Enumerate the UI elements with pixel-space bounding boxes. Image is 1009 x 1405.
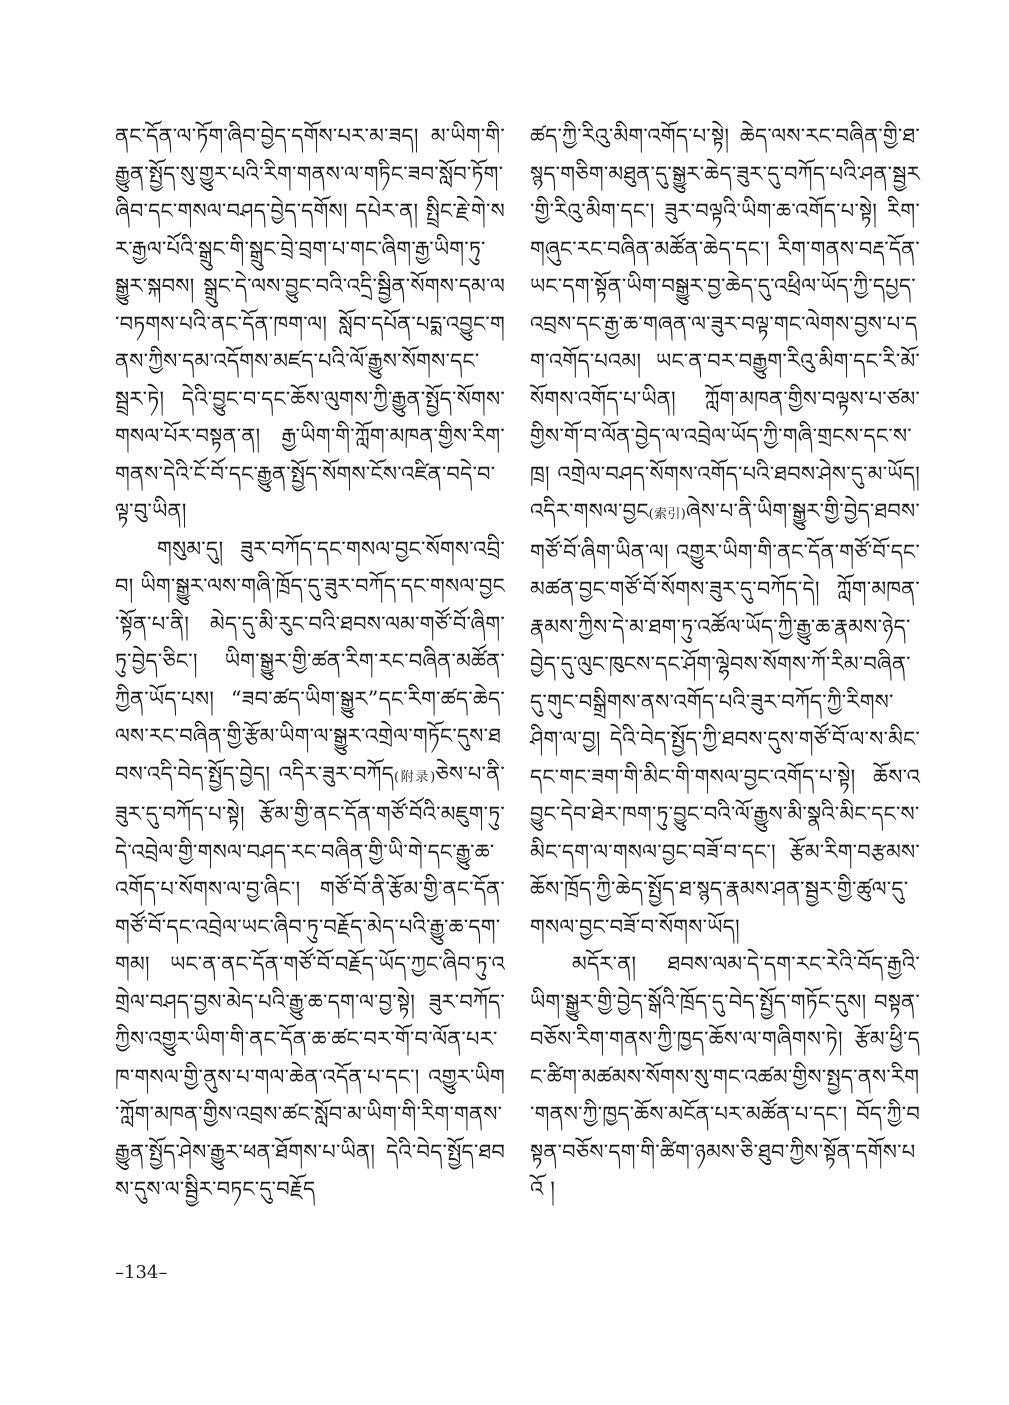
paragraph [530, 118, 920, 946]
paragraph-text: ཚད་ཀྱི་རིའུ་མིག་འགོད་པ་སྟེ། ཆེད་ལས་རང་བཞིན་གྱི་ཐ་སྙད་གཅིག་མཐུན་དུ་སྒྱུར་ཆེད་ཟུར་དུ་བཀོད་པའི་ཤན་སྦྱར་གྱི་རིའུ་མིག་དང་། ཟུར་བལྟའི་ཡིག་ཆ་འགོད་པ་སྟེ། རིག་གཞུང་རང་བཞིན་མཚོན་ཆེད་དང་། རིག་གནས་བརྡ་དོན་ཡང་དག་སྟོན་ཡིག་བསྒྱུར་བྱ་ཆེད་དུ་འཕྲིལ་ཡོད་ཀྱི་དཔྱད་འབྲས་དང་རྒྱ་ཆ་གཞན་ལ་ཟུར་བལྟ་གང་ལེགས་བྱས་པ་དག་འགོད་པའམ། ཡང་ན་བར་བརྒྱུག་རིའུ་མིག་དང་རི་མོ་སོགས་འགོད་པ་ཡིན། ཀློག་མཁན་གྱིས་བལྟས་པ་ཙམ་གྱིས་གོ་བ་ལོན་བྱེད་ལ་འབྲེལ་ཡོད་ཀྱི་གཞི་གྲངས་དང་ས་ཁྲ། འགྲེལ་བཤད་སོགས་འགོད་པའི་ཐབས་ཤེས་དུ་མ་ཡོད། འདིར་གསལ་བྱང [530, 124, 920, 523]
paragraph-text: ཅེས་པ་ནི་ཟུར་དུ་བཀོད་པ་སྟེ། རྩོམ་གྱི་ནང་དོན་གཙོ་བོའི་མཇུག་ཏུ་དེ་འབྲེལ་གྱི་གསལ་བཤད་རང་བཞིན་གྱི་ཡི་གེ་དང་རྒྱུ་ཆ་འགོད་པ་སོགས་ལ་བྱ་ཞིང་། གཙོ་བོ་ནི་རྩོམ་གྱི་ནང་དོན་གཙོ་བོ་དང་འབྲེལ་ཡང་ཞིབ་ཏུ་བརྗོད་མེད་པའི་རྒྱུ་ཆ་དག་གམ། ཡང་ན་ནང་དོན་གཙོ་བོ་བརྗོད་ཡོད་ཀྱང་ཞིབ་ཏུ་འགྲེལ་བཤད་བྱས་མེད་པའི་རྒྱུ་ཆ་དག་ལ་བྱ་སྟེ། ཟུར་བཀོད་ཀྱིས་འགྱུར་ཡིག་གི་ནང་དོན་ཆ་ཚང་བར་གོ་བ་ལོན་པར་ཁ་གསལ་གྱི་ནུས་པ་གལ་ཆེན་འདོན་པ་དང་། འགྱུར་ཡིག་ཀློག་མཁན་གྱིས་འབྲས་ཚང་སློབ་མ་ཡིག་གི་རིག་གནས་རྒྱུན་སྤྱོད་ཤེས་རྒྱུར་ཕན་ཐོགས་པ་ཡིན། དེའི་བེད་སྤྱོད་ཐབས་དུས་ལ་སྦྱིར་བཏང་དུ་བརྗོད [115, 761, 505, 1201]
paragraph-text: ཞེས་པ་ནི་ཡིག་སྒྱུར་གྱི་བྱེད་ཐབས་གཙོ་བོ་ཞིག་ཡིན་ལ། འགྱུར་ཡིག་གི་ནང་དོན་གཙོ་བོ་དང་མཚན་བྱང་གཙོ་བོ་སོགས་ཟུར་དུ་བཀོད་དེ། ཀློག་མཁན་རྣམས་ཀྱིས་དེ་མ་ཐག་ཏུ་འཚོལ་ཡོད་ཀྱི་རྒྱུ་ཆ་རྣམས་ཉེད་བྱེད་དུ་ལུང་ཁུངས་དང་ཤོག་ལྷེབས་སོགས་ཀོ་རིམ་བཞིན་དུ་གུང་བསྒྲིགས་ནས་འགོད་པའི་ཟུར་བཀོད་ཀྱི་རིགས་ཤིག་ལ་བྱ། དེའི་བེད་སྤྱོད་ཀྱི་ཐབས་དུས་གཙོ་བོ་ལ་ས་མིང་དང་གང་ཟག་གི་མིང་གི་གསལ་བྱང་འགོད་པ་སྟེ། ཆོས་འབྱུང་དེབ་ཐེར་ཁག་ཏུ་བྱུང་བའི་ལོ་རྒྱུས་མི་སྣའི་མིང་དང་ས་མིང་དག་ལ་གསལ་བྱང་བཟོ་བ་དང་། རྩོམ་རིག་བརྩམས་ཆོས་ཁྲོད་ཀྱི་ཆེད་སྤྱོད་ཐ་སྙད་རྣམས་ཤན་སྦྱར་གྱི་ཚུལ་དུ་གསལ་བྱང་བཟོ་བ་སོགས་ཡོད། [530, 499, 920, 939]
paragraph [530, 946, 920, 1209]
left-text-column [115, 118, 505, 1209]
right-text-column [530, 118, 920, 1209]
page-number: –134– [115, 1262, 168, 1283]
chinese-annotation: (索引) [648, 507, 686, 522]
paragraph [115, 531, 505, 1209]
paragraph-text: གསུམ་དུ། ཟུར་བཀོད་དང་གསལ་བྱང་སོགས་འབྲི་བ། ཡིག་སྒྱུར་ལས་གཞི་ཁྲོད་དུ་ཟུར་བཀོད་དང་གསལ་བྱང་སྟོན་པ་ནི། མེད་དུ་མི་རུང་བའི་ཐབས་ལམ་གཙོ་བོ་ཞིག་ཏུ་བྱེད་ཅིང་། ཡིག་སྒྱུར་གྱི་ཚན་རིག་རང་བཞིན་མཚོན་ཀྱིན་ཡོད་པས། “ཟབ་ཚད་ཡིག་སྒྱུར”དང་རིག་ཚད་ཆེད་ལས་རང་བཞིན་གྱི་རྩོམ་ཡིག་ལ་སྒྱུར་འགྲེལ་གཏོང་དུས་ཐབས་འདི་བེད་སྤྱོད་བྱེད། འདིར་ཟུར་བཀོད [115, 536, 505, 786]
paragraph-text: ནང་དོན་ལ་ཏོག་ཞིབ་བྱེད་དགོས་པར་མ་ཟད། མ་ཡིག་གི་རྒྱུན་སྤྱོད་སུ་གྱུར་པའི་རིག་གནས་ལ་གཏིང་ཟབ་སློབ་ཏོག་ཞིབ་དང་གསལ་བཤད་བྱེད་དགོས། དཔེར་ན། སྤྲིང་རྗེ་གེ་སར་རྒྱལ་པོའི་སྒྲུང་གི་སྒྲུང་བྲེ་བྲག་པ་གང་ཞིག་རྒྱ་ཡིག་ཏུ་སྒྱུར་སྐབས། སྒྲུང་དེ་ལས་བྱུང་བའི་འདྲི་སྦྱིན་སོགས་དམ་ལ་བཏགས་པའི་ནང་དོན་ཁག་ལ། སློབ་དཔོན་པདྨ་འབྱུང་གནས་ཀྱིས་དམ་འདོགས་མཛད་པའི་ལོ་རྒྱུས་སོགས་དང་སྦྲར་ཏེ། དེའི་བྱུང་བ་དང་ཆོས་ལུགས་ཀྱི་རྒྱུན་སྤྱོད་སོགས་གསལ་པོར་བསྟན་ན། རྒྱ་ཡིག་གི་ཀློག་མཁན་གྱིས་རིག་གནས་དེའི་ངོ་བོ་དང་རྒྱུན་སྤྱོད་སོགས་ངོས་འཛིན་བདེ་བ་ལྟ་བུ་ཡིན། [115, 124, 505, 523]
paragraph-text: མདོར་ན། ཐབས་ལམ་དེ་དག་རང་རེའི་བོད་རྒྱའི་ཡིག་སྒྱུར་གྱི་བྱེད་སྒོའི་ཁྲོད་དུ་བེད་སྤྱོད་གཏོང་དུས། བསྟན་བཅོས་རིག་གནས་ཀྱི་ཁྱད་ཆོས་ལ་གཞིགས་ཏེ། རྩོམ་ཕྱི་དང་ཚིག་མཚམས་སོགས་སུ་གང་འཚམ་གྱིས་སྤྱད་ནས་རིག་གནས་ཀྱི་ཁྱད་ཆོས་མངོན་པར་མཚོན་པ་དང་། བོད་ཀྱི་བསྟན་བཅོས་དག་གི་ཚིག་ཉམས་ཅི་ཐུབ་ཀྱིས་སྟོན་དགོས་པའོ ། [530, 952, 920, 1201]
chinese-annotation: (附录) [393, 769, 436, 785]
paragraph [115, 118, 505, 531]
